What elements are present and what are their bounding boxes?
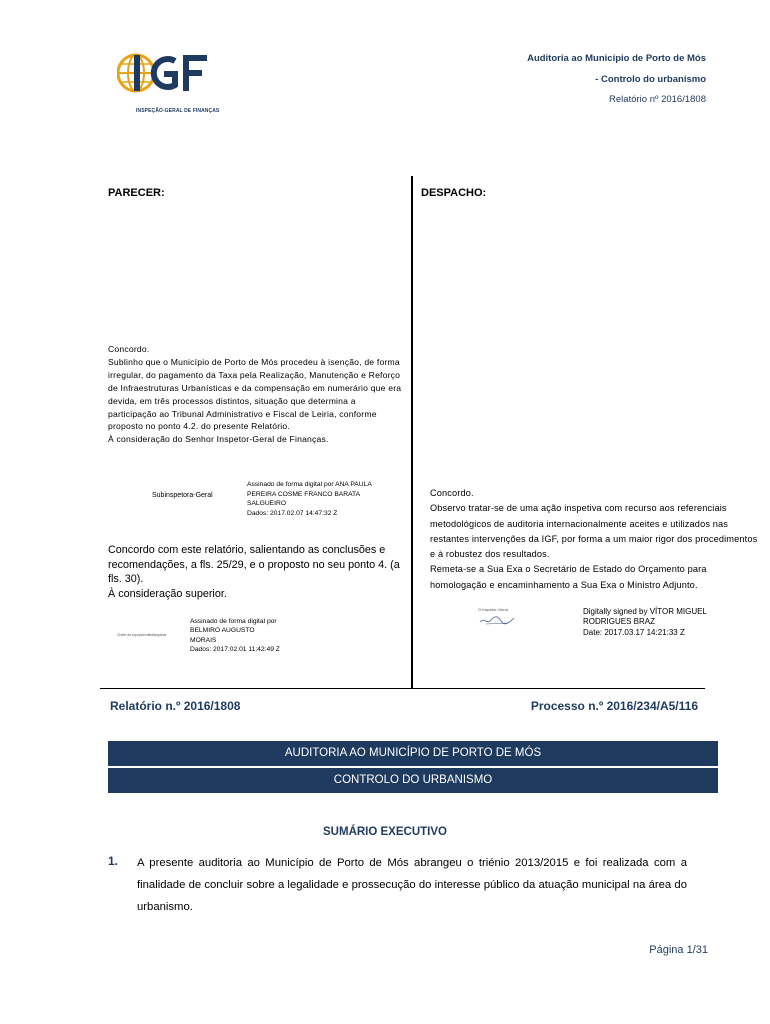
logo-subtitle: INSPEÇÃO-GERAL DE FINANÇAS (136, 108, 220, 114)
header-subtitle: - Controlo do urbanismo (595, 74, 706, 85)
signature-role-2: Chefe de equipa/multidisciplinar (117, 633, 167, 637)
report-reference: Relatório n.º 2016/1808 (110, 699, 241, 713)
despacho-text: Concordo. Observo tratar-se de uma ação inspetiva com recurso aos referenciais metodológicos de auditoria internacionalmente aceites e utilizados nas restantes intervenções da IGF, por forma a um maior rigor dos procedimentos e à robustez dos resultados. Remeta-se a Sua Exa o Secretário de Estado do Orçamento para homologação e encaminhamento a Sua Exa o Ministro Adjunto. (430, 488, 758, 590)
summary-item-text: A presente auditoria ao Município de Porto de Mós abrangeu o triénio 2013/2015 e foi realizada com a finalidade de concluir sobre a legalidade e prossecução do interesse público da atuação municipal na área do urbanismo. (137, 857, 687, 913)
despacho-heading: DESPACHO: (421, 187, 487, 199)
vertical-divider (411, 176, 413, 688)
process-reference: Processo n.º 2016/234/A5/116 (530, 699, 698, 713)
summary-item-number: 1. (108, 854, 119, 868)
parecer-text: Concordo. Sublinho que o Município de Porto de Mós procedeu à isenção, de forma irregular, do pagamento da Taxa pela Realização, Manutenção e Reforço de Infraestruturas Urbanísticas e da compensação em numerário que era devida, em três processos distintos, situação que determina a participação ao Tribunal Administrativo e Fiscal de Leiria, conforme proposto no ponto 4.2. do presente Relatório. À consideração do Senhor Inspetor-Geral de Finanças. (108, 344, 402, 445)
parecer-heading: PARECER: (108, 187, 165, 199)
page-number: Página 1/31 (649, 944, 708, 956)
igf-logo (117, 50, 220, 116)
concordo-text: Concordo com este relatório, salientando as conclusões e recomendações, a fls. 25/29, e o proposto no seu ponto 4. (a fls. 30). À consideração superior. (108, 544, 400, 600)
signature-role: Subinspetora-Geral (152, 492, 213, 499)
header-title: Auditoria ao Município de Porto de Mós (527, 53, 706, 64)
digital-signature: Assinado de forma digital por ANA PAULA PEREIRA COSME FRANCO BARATA SALGUEIRO Dados: 2017.02.07 14:47:32 Z (247, 481, 372, 517)
handwritten-signature (478, 613, 518, 627)
digital-signature-2: Assinado de forma digital por BELMIRO AUGUSTO MORAIS Dados: 2017.02.01 11:42:49 Z (190, 618, 280, 653)
horizontal-divider (100, 688, 705, 689)
title-banner-1: AUDITORIA AO MUNICÍPIO DE PORTO DE MÓS (108, 741, 718, 766)
inspector-role: O Inspetor-Geral, (478, 607, 509, 612)
summary-heading: SUMÁRIO EXECUTIVO (323, 826, 447, 838)
header-report-number: Relatório nº 2016/1808 (609, 94, 706, 105)
digital-signature-3: Digitally signed by VÍTOR MIGUEL RODRIGUES BRAZ Date: 2017.03.17 14:21:33 Z (583, 607, 707, 637)
title-banner-2: CONTROLO DO URBANISMO (108, 768, 718, 793)
